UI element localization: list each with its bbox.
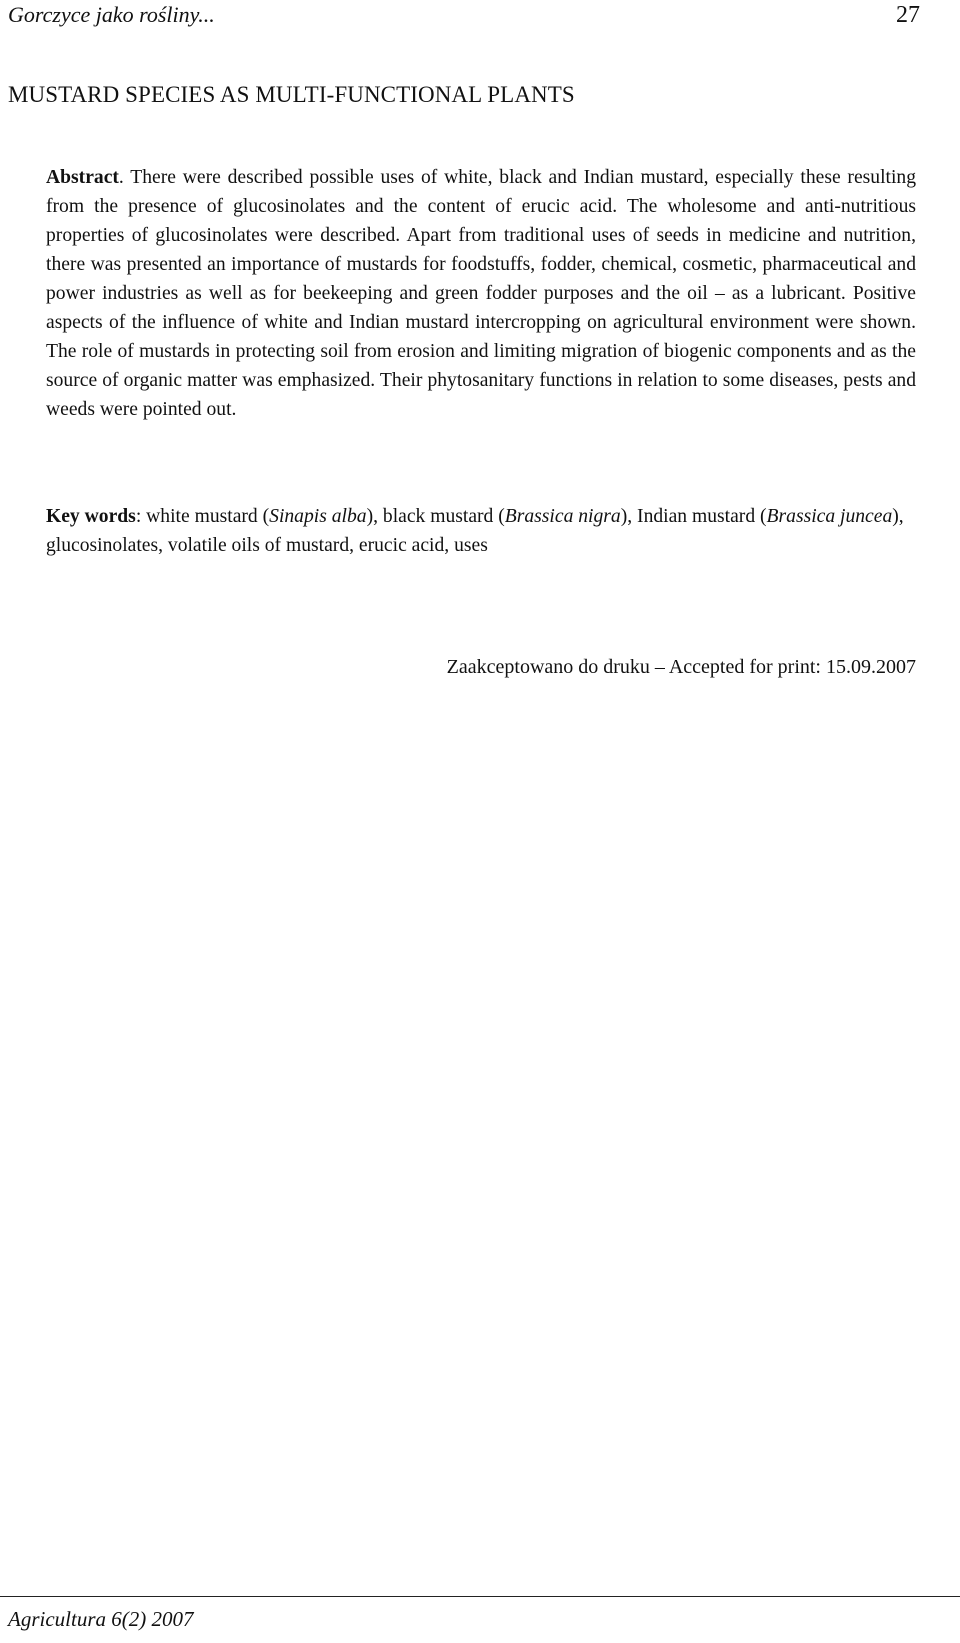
abstract-paragraph (46, 163, 916, 424)
keywords-text-2: ), black mustard ( (366, 506, 505, 527)
accepted-date: Zaakceptowano do druku – Accepted for print: 15.09.2007 (446, 656, 916, 678)
keywords-text-1: : white mustard ( (135, 506, 270, 527)
keyword-brassica-juncea: Brassica juncea (766, 506, 893, 527)
running-title: Gorczyce jako rośliny... (8, 2, 215, 27)
keywords-text-3: ), Indian mustard ( (620, 506, 767, 527)
keywords-paragraph (46, 502, 916, 560)
abstract-label: Abstract (46, 167, 119, 188)
page-number: 27 (896, 2, 920, 28)
footer-divider (0, 1596, 960, 1597)
keywords-text-4: ), glucosinolates, volatile oils of mustard, erucic acid, uses (46, 506, 904, 556)
journal-footer: Agricultura 6(2) 2007 (8, 1607, 194, 1631)
keywords-label: Key words (46, 506, 136, 527)
keyword-brassica-nigra: Brassica nigra (504, 506, 621, 527)
abstract-text: . There were described possible uses of white, black and Indian mustard, especially these resulting from the presence of glucosinolates and the content of erucic acid. The wholesome and anti-nutritious properties of glucosinolates were described. Apart from traditional uses of seeds in medicine and nutrition, there was presented an importance of mustards for foodstuffs, fodder, chemical, cosmetic, pharmaceutical and power industries as well as for beekeeping and green fodder purposes and the oil – as a lubricant. Positive aspects of the influence of white and Indian mustard intercropping on agricultural environment were shown. The role of mustards in protecting soil from erosion and limiting migration of biogenic components and as the source of organic matter was emphasized. Their phytosanitary functions in relation to some diseases, pests and weeds were pointed out. (46, 167, 916, 420)
article-title: MUSTARD SPECIES AS MULTI-FUNCTIONAL PLANTS (8, 82, 575, 107)
keyword-sinapis-alba: Sinapis alba (269, 506, 367, 527)
page-header (8, 0, 920, 40)
